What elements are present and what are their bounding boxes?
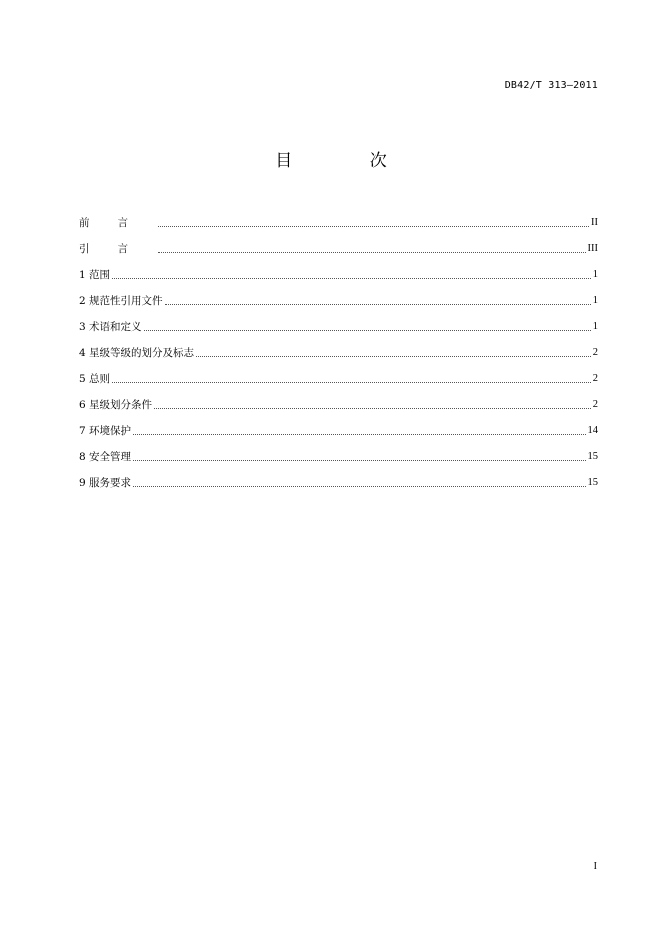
- toc-entry-page: 1: [592, 269, 598, 280]
- toc-entry-label: 9 服务要求: [79, 477, 132, 489]
- toc-leader-dots: [144, 329, 591, 331]
- toc-entry-label: 1 范围: [79, 269, 111, 281]
- toc-leader-dots: [112, 277, 591, 279]
- toc-entry-scope[interactable]: [79, 256, 598, 282]
- toc-leader-dots: [196, 355, 591, 357]
- toc-entry-environmental-protection[interactable]: [79, 412, 598, 438]
- toc-entry-star-conditions[interactable]: [79, 386, 598, 412]
- toc-leader-dots: [158, 251, 586, 253]
- toc-entry-normative-references[interactable]: [79, 282, 598, 308]
- toc-leader-dots: [165, 303, 591, 305]
- toc-leader-dots: [112, 381, 591, 383]
- document-code: DB42/T 313—2011: [504, 80, 598, 91]
- toc-list: [79, 204, 598, 490]
- toc-leader-dots: [154, 407, 591, 409]
- toc-entry-introduction[interactable]: [79, 230, 598, 256]
- toc-entry-label: 前言: [79, 217, 156, 229]
- toc-entry-page: 1: [592, 321, 598, 332]
- toc-entry-label: 8 安全管理: [79, 451, 132, 463]
- toc-entry-general[interactable]: [79, 360, 598, 386]
- toc-entry-page: 2: [592, 399, 598, 410]
- toc-entry-page: III: [587, 243, 598, 254]
- toc-entry-label: 7 环境保护: [79, 425, 132, 437]
- toc-leader-dots: [133, 433, 585, 435]
- toc-entry-label: 6 星级划分条件: [79, 399, 153, 411]
- toc-entry-page: 1: [592, 295, 598, 306]
- toc-leader-dots: [133, 459, 585, 461]
- toc-leader-dots: [133, 485, 585, 487]
- toc-entry-page: II: [591, 217, 598, 228]
- toc-entry-page: 2: [592, 373, 598, 384]
- toc-entry-label: 3 术语和定义: [79, 321, 142, 333]
- toc-entry-foreword[interactable]: [79, 204, 598, 230]
- toc-entry-terms-definitions[interactable]: [79, 308, 598, 334]
- toc-entry-page: 15: [587, 451, 598, 462]
- toc-entry-safety-management[interactable]: [79, 438, 598, 464]
- toc-entry-label: 引言: [79, 243, 156, 255]
- toc-title: 目 次: [275, 151, 423, 171]
- toc-entry-page: 15: [587, 477, 598, 488]
- toc-entry-service-requirements[interactable]: [79, 464, 598, 490]
- toc-leader-dots: [158, 225, 589, 227]
- toc-entry-page: 14: [587, 425, 598, 436]
- toc-entry-star-classification[interactable]: [79, 334, 598, 360]
- toc-entry-label: 2 规范性引用文件: [79, 295, 163, 307]
- toc-entry-page: 2: [592, 347, 598, 358]
- toc-entry-label: 5 总则: [79, 373, 111, 385]
- toc-entry-label: 4 星级等级的划分及标志: [79, 347, 195, 359]
- page-number: I: [593, 861, 597, 872]
